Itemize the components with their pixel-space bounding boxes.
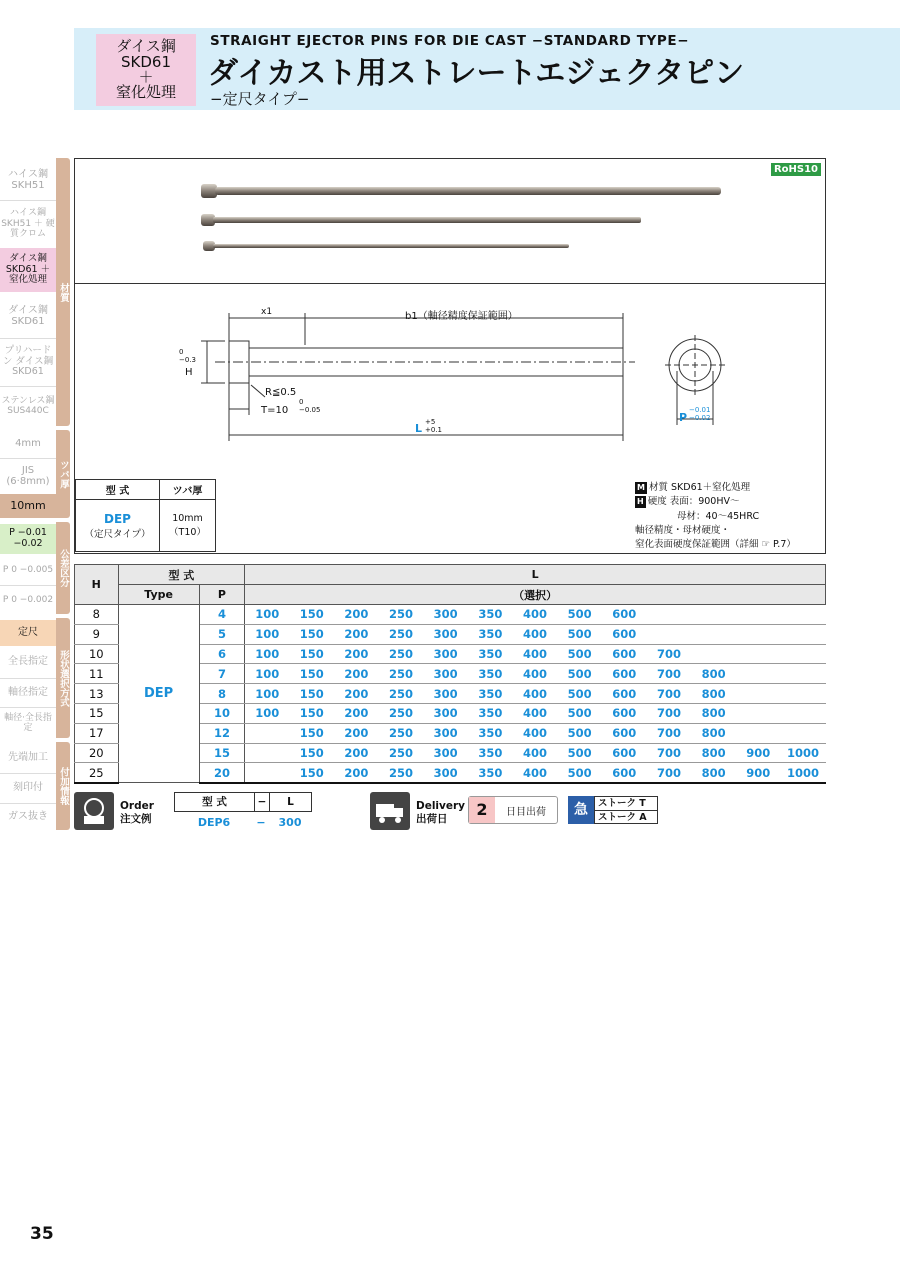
sidebar-item-dia-spec[interactable]: 軸径指定	[8, 687, 48, 699]
col-header-l: L	[245, 565, 826, 585]
cell-l: 250	[379, 703, 424, 723]
cell-l: 300	[423, 624, 468, 644]
cell-l: 150	[289, 644, 334, 664]
cell-l: 300	[423, 703, 468, 723]
order-col-l: L	[269, 793, 311, 811]
sidebar-item-jis[interactable]: JIS (6·8mm)	[6, 464, 50, 487]
dim-h-tol: 0 −0.3	[179, 348, 196, 364]
cell-l: 400	[513, 624, 558, 644]
cell-l	[781, 664, 826, 684]
cell-h: 10	[75, 644, 119, 664]
cell-h: 11	[75, 664, 119, 684]
cell-h: 9	[75, 624, 119, 644]
phone-icon	[74, 792, 114, 830]
cell-l: 900	[736, 743, 781, 763]
cell-l	[781, 605, 826, 625]
cell-p: 15	[199, 743, 245, 763]
page-title: ダイカスト用ストレートエジェクタピン	[208, 56, 745, 91]
cell-l	[647, 624, 692, 644]
page-subtitle: −定尺タイプ−	[210, 90, 310, 108]
cell-l: 400	[513, 684, 558, 704]
cell-l: 800	[691, 703, 736, 723]
cell-l: 200	[334, 763, 379, 783]
cell-l: 300	[423, 644, 468, 664]
cell-l: 150	[289, 723, 334, 743]
cell-l: 500	[557, 624, 602, 644]
cell-l: 250	[379, 684, 424, 704]
cell-l: 700	[647, 723, 692, 743]
cell-l	[647, 605, 692, 625]
cell-l: 600	[602, 703, 647, 723]
cell-l: 150	[289, 763, 334, 783]
cell-l: 600	[602, 605, 647, 625]
product-panel	[74, 158, 826, 554]
cell-l: 300	[423, 684, 468, 704]
sidebar-group-material: 材質	[56, 158, 70, 426]
dim-t-tol: 0 −0.05	[299, 398, 321, 414]
mini-thickness-value: 10mm	[172, 513, 203, 524]
dim-h: H	[185, 367, 193, 378]
order-example-dash: −	[256, 816, 266, 829]
sidebar-item-skh51-chrome[interactable]: ハイス鋼 SKH51 ＋ 硬質クロム	[1, 208, 55, 240]
cell-l	[736, 703, 781, 723]
cell-l: 250	[379, 743, 424, 763]
cell-type: DEP	[118, 605, 199, 783]
col-header-type: Type	[118, 585, 199, 605]
sidebar-group-shape: 形状選択方式	[56, 618, 70, 738]
dim-p: P	[679, 411, 688, 424]
cell-l: 350	[468, 605, 513, 625]
delivery-label-en: Delivery	[416, 800, 466, 812]
sidebar-item-p-tol-1[interactable]: P −0.01 −0.02	[0, 524, 56, 554]
cell-l: 200	[334, 703, 379, 723]
sidebar-item-dia-length-spec[interactable]: 軸径·全長指定	[4, 712, 52, 733]
sidebar-item-p-tol-3[interactable]: P 0 −0.002	[2, 594, 54, 605]
cell-l	[245, 743, 290, 763]
material-tag: M	[637, 483, 645, 492]
cell-l: 700	[647, 703, 692, 723]
rush-icon: 急	[568, 796, 594, 824]
cell-l	[781, 703, 826, 723]
cell-l: 700	[647, 664, 692, 684]
sidebar-item-tip[interactable]: 先端加工	[8, 752, 48, 764]
cell-l: 500	[557, 703, 602, 723]
dim-r: R≦0.5	[265, 387, 297, 398]
cell-l: 100	[245, 624, 290, 644]
cell-l: 400	[513, 763, 558, 783]
col-header-h: H	[75, 565, 119, 605]
order-col-type: 型 式	[175, 793, 255, 811]
cell-l: 250	[379, 644, 424, 664]
cell-l	[781, 644, 826, 664]
cell-p: 5	[199, 624, 245, 644]
cell-l	[245, 763, 290, 783]
cell-l: 700	[647, 763, 692, 783]
sidebar-item-p-tol-2[interactable]: P 0 −0.005	[2, 564, 54, 575]
cell-l: 300	[423, 743, 468, 763]
cell-l: 600	[602, 684, 647, 704]
cell-l: 200	[334, 605, 379, 625]
delivery-days: 2	[469, 797, 495, 823]
cell-l: 250	[379, 605, 424, 625]
sidebar-item-engraved[interactable]: 刻印付	[13, 782, 43, 794]
cell-l: 400	[513, 664, 558, 684]
cell-h: 25	[75, 763, 119, 783]
col-header-l-sub: （選択）	[245, 585, 826, 605]
order-section	[74, 790, 834, 834]
cell-l: 350	[468, 624, 513, 644]
sidebar-group-collar: ツバ厚	[56, 430, 70, 518]
cell-l: 300	[423, 763, 468, 783]
cell-l: 100	[245, 644, 290, 664]
cell-l: 200	[334, 624, 379, 644]
order-format	[174, 792, 312, 812]
spec-notes	[635, 481, 796, 552]
cell-l	[245, 723, 290, 743]
dim-t: T=10	[261, 405, 289, 416]
page-header	[74, 28, 900, 110]
order-col-dash: −	[255, 793, 269, 811]
cell-l: 100	[245, 684, 290, 704]
order-example-type: DEP6	[197, 816, 231, 829]
order-label-jp: 注文例	[120, 812, 152, 825]
cell-l: 200	[334, 684, 379, 704]
order-label-en: Order	[120, 800, 154, 812]
rohs-badge: RoHS10	[771, 163, 821, 176]
cell-l: 100	[245, 703, 290, 723]
cell-l: 800	[691, 763, 736, 783]
sidebar-item-10mm[interactable]: 10mm	[0, 494, 56, 518]
cell-l: 150	[289, 703, 334, 723]
dim-p-tol: −0.01 −0.02	[689, 406, 711, 422]
cell-p: 6	[199, 644, 245, 664]
cell-l: 400	[513, 644, 558, 664]
badge-line-1: ダイス鋼	[116, 37, 176, 56]
delivery-days-box	[468, 796, 558, 824]
truck-icon	[370, 792, 410, 830]
sidebar-item-length-spec[interactable]: 全長指定	[8, 656, 48, 668]
cell-l: 200	[334, 664, 379, 684]
dim-l: L	[415, 422, 423, 435]
cell-l: 100	[245, 605, 290, 625]
rush-stroke-box	[568, 796, 658, 824]
cell-l: 350	[468, 703, 513, 723]
dimension-table	[74, 564, 826, 784]
cell-l: 800	[691, 684, 736, 704]
cell-h: 15	[75, 703, 119, 723]
cell-l: 500	[557, 763, 602, 783]
sidebar-item-fixed-length[interactable]: 定尺	[0, 620, 56, 646]
sidebar-item-sus440c[interactable]: ステンレス鋼 SUS440C	[1, 395, 55, 416]
cell-p: 12	[199, 723, 245, 743]
cell-h: 13	[75, 684, 119, 704]
cell-h: 8	[75, 605, 119, 625]
cell-l	[691, 624, 736, 644]
cell-l	[781, 624, 826, 644]
spec-note-1: 軸径精度・母材硬度・	[635, 524, 731, 536]
cell-l: 250	[379, 763, 424, 783]
cell-l: 250	[379, 723, 424, 743]
cell-l: 600	[602, 644, 647, 664]
badge-line-2: SKD61	[121, 52, 171, 71]
cell-l: 300	[423, 723, 468, 743]
cell-l: 150	[289, 684, 334, 704]
table-row	[75, 605, 826, 625]
cell-p: 8	[199, 684, 245, 704]
cell-l	[736, 644, 781, 664]
cell-l: 350	[468, 644, 513, 664]
sidebar-group-extra: 付加情報	[56, 742, 70, 830]
sidebar-item-gas-vent[interactable]: ガス抜き	[8, 811, 48, 823]
cell-l	[781, 723, 826, 743]
cell-l: 400	[513, 743, 558, 763]
cell-l: 800	[691, 664, 736, 684]
order-example-l: 300	[278, 816, 302, 829]
cell-p: 10	[199, 703, 245, 723]
delivery-label-jp: 出荷日	[416, 812, 448, 825]
dim-l-tol: +5 +0.1	[425, 418, 442, 434]
cell-l: 500	[557, 605, 602, 625]
cell-l	[691, 605, 736, 625]
cell-l: 700	[647, 684, 692, 704]
cell-l: 1000	[781, 743, 826, 763]
cell-l	[736, 723, 781, 743]
sidebar-item-skh51[interactable]: ハイス鋼 SKH51	[8, 168, 48, 191]
cell-l: 200	[334, 743, 379, 763]
page-number: 35	[30, 1224, 54, 1244]
cell-l: 500	[557, 644, 602, 664]
col-header-type-group: 型 式	[118, 565, 245, 585]
badge-line-4: 窒化処理	[115, 83, 176, 102]
cell-l: 300	[423, 605, 468, 625]
cell-l	[736, 605, 781, 625]
sidebar-group-tolerance: 公差区分	[56, 522, 70, 614]
mini-type-value: DEP	[104, 511, 131, 526]
cell-l	[736, 624, 781, 644]
badge-line-3: ＋	[138, 68, 154, 86]
cell-h: 20	[75, 743, 119, 763]
sidebar-item-skd61-nitride[interactable]: ダイス鋼 SKD61 ＋ 窒化処理	[0, 248, 56, 292]
cell-l: 500	[557, 684, 602, 704]
cell-l: 600	[602, 743, 647, 763]
cell-l: 700	[647, 644, 692, 664]
cell-l: 150	[289, 743, 334, 763]
cell-l: 400	[513, 605, 558, 625]
mini-thickness-sub: （T10）	[169, 527, 206, 538]
cell-l: 350	[468, 743, 513, 763]
sidebar-item-4mm[interactable]: 4mm	[15, 438, 41, 450]
title-english: STRAIGHT EJECTOR PINS FOR DIE CAST −STANDARD TYPE−	[210, 33, 690, 49]
dim-x1: x1	[261, 307, 273, 317]
hardness-text-2: 母材：40〜45HRC	[677, 510, 760, 522]
cell-l: 600	[602, 723, 647, 743]
cell-l	[781, 684, 826, 704]
cell-p: 4	[199, 605, 245, 625]
stroke-a: ストーク A	[598, 812, 647, 823]
cell-l: 150	[289, 624, 334, 644]
cell-l: 250	[379, 624, 424, 644]
cell-l: 600	[602, 763, 647, 783]
order-example	[174, 816, 312, 829]
cell-l: 300	[423, 664, 468, 684]
type-mini-table	[75, 479, 216, 552]
material-text: 材質 SKD61＋窒化処理	[648, 482, 751, 493]
cell-l: 350	[468, 664, 513, 684]
mini-type-sub: （定尺タイプ）	[84, 528, 151, 540]
col-header-p: P	[199, 585, 245, 605]
stroke-t: ストーク T	[595, 797, 657, 811]
cell-l	[736, 664, 781, 684]
sidebar-item-skd61[interactable]: ダイス鋼 SKD61	[8, 304, 48, 327]
cell-l	[691, 644, 736, 664]
cell-l: 150	[289, 605, 334, 625]
cell-l: 700	[647, 743, 692, 763]
hardness-text: 硬度 表面：900HV〜	[647, 496, 740, 508]
cell-l: 100	[245, 664, 290, 684]
cell-l: 600	[602, 664, 647, 684]
dim-b1: b1（軸径精度保証範囲）	[405, 311, 518, 322]
cell-l: 350	[468, 723, 513, 743]
material-badge	[96, 34, 196, 106]
pin-large	[201, 184, 721, 198]
cell-l: 400	[513, 723, 558, 743]
cell-l: 200	[334, 644, 379, 664]
cell-l: 350	[468, 763, 513, 783]
cell-l: 800	[691, 723, 736, 743]
cell-l: 200	[334, 723, 379, 743]
cell-p: 7	[199, 664, 245, 684]
cell-p: 20	[199, 763, 245, 783]
spec-note-2: 窒化表面硬度保証範囲（詳細 ☞ P.7）	[635, 539, 796, 550]
product-photo	[75, 159, 825, 281]
cell-l: 400	[513, 703, 558, 723]
cell-l: 600	[602, 624, 647, 644]
cell-l: 900	[736, 763, 781, 783]
cell-l: 350	[468, 684, 513, 704]
sidebar-item-prehardened[interactable]: プリハードン ダイス鋼 SKD61	[2, 344, 54, 378]
cell-l: 250	[379, 664, 424, 684]
cell-l: 800	[691, 743, 736, 763]
cell-l: 500	[557, 723, 602, 743]
cell-l: 1000	[781, 763, 826, 783]
pin-small	[203, 241, 569, 251]
hardness-tag: H	[637, 497, 644, 507]
pin-medium	[201, 214, 641, 226]
delivery-days-label: 日目出荷	[506, 806, 546, 818]
cell-h: 17	[75, 723, 119, 743]
mini-header-type: 型 式	[76, 480, 160, 500]
cell-l	[736, 684, 781, 704]
cell-l: 150	[289, 664, 334, 684]
cell-l: 500	[557, 743, 602, 763]
cell-l: 500	[557, 664, 602, 684]
mini-header-thickness: ツバ厚	[160, 480, 216, 500]
